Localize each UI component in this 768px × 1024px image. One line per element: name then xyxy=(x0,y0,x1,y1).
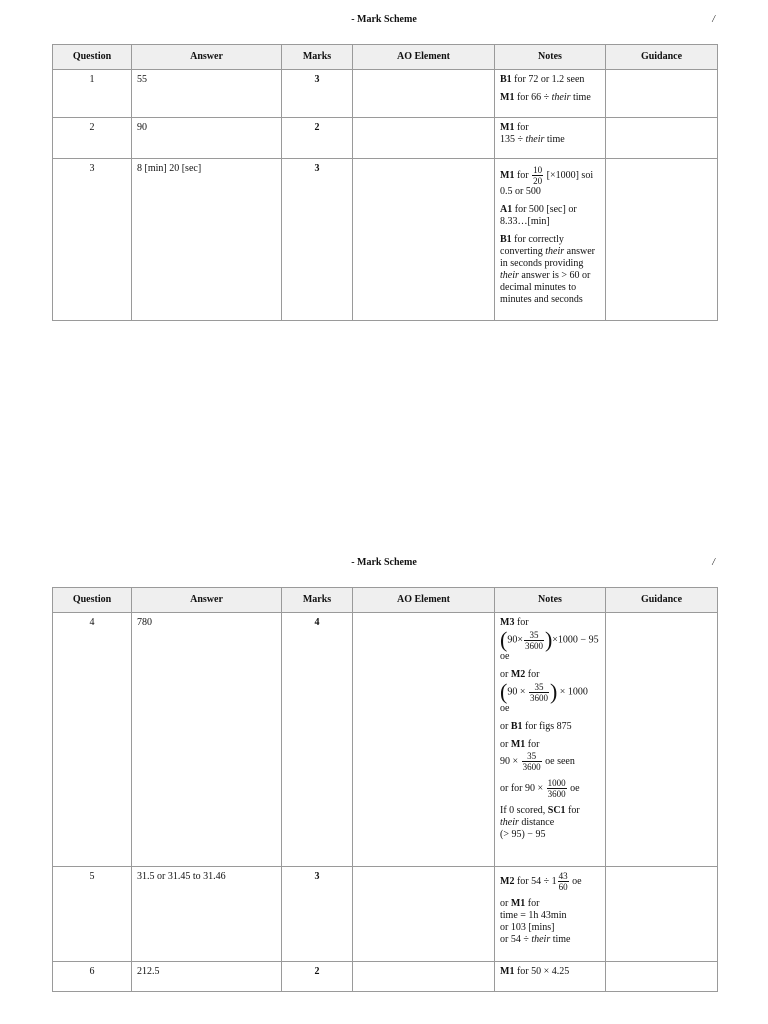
notes-cell xyxy=(495,70,606,118)
note-text: for xyxy=(565,805,580,816)
note-text: for xyxy=(514,169,532,181)
mark-code: M1 xyxy=(510,739,526,750)
right-paren: ) xyxy=(549,679,558,704)
ao-element-cell xyxy=(353,118,495,159)
note-line xyxy=(500,234,600,246)
fraction xyxy=(532,165,543,186)
answer-cell: 31.5 or 31.45 to 31.46 xyxy=(132,867,282,962)
note-text: 135 ÷ xyxy=(500,134,526,145)
note-text: for 50 × 4.25 xyxy=(514,966,570,977)
fraction-numerator: 35 xyxy=(529,682,549,693)
page-header-mark: / xyxy=(712,557,715,568)
note-italic: their xyxy=(500,270,519,281)
math-expression xyxy=(500,778,600,799)
column-header-notes: Notes xyxy=(495,588,606,613)
ao-element-cell xyxy=(353,159,495,321)
fraction xyxy=(547,778,567,799)
question-number: 3 xyxy=(53,159,132,321)
note-text: or xyxy=(500,739,511,750)
mark-code: A1 xyxy=(500,204,513,215)
table-header-row xyxy=(53,45,718,70)
note-text: for 66 ÷ xyxy=(514,92,552,103)
note-text: If 0 scored, xyxy=(500,805,548,816)
note-text: [×1000] soi xyxy=(544,169,594,181)
expr-text: × 1000 xyxy=(557,686,588,698)
note-line xyxy=(500,898,600,910)
column-header-ao-element: AO Element xyxy=(353,588,495,613)
answer-cell: 780 xyxy=(132,613,282,867)
fraction-denominator: 60 xyxy=(558,882,568,892)
guidance-cell xyxy=(606,867,718,962)
marks-cell: 2 xyxy=(282,118,353,159)
fraction-numerator: 10 xyxy=(533,165,543,175)
fraction-numerator: 35 xyxy=(524,630,544,641)
math-expression xyxy=(500,629,600,651)
mark-code: M1 xyxy=(500,122,515,133)
guidance-cell xyxy=(606,70,718,118)
right-paren: ) xyxy=(544,627,553,652)
expr-text: 90 × xyxy=(507,686,528,698)
note-text: for xyxy=(525,669,540,680)
fraction-denominator: 3600 xyxy=(522,762,541,772)
table-header-row xyxy=(53,588,718,613)
note-line xyxy=(500,966,600,978)
notes-cell xyxy=(495,613,606,867)
column-header-marks: Marks xyxy=(282,45,353,70)
mark-code: M1 xyxy=(510,898,526,909)
notes-cell xyxy=(495,118,606,159)
question-number: 5 xyxy=(53,867,132,962)
fraction-denominator: 3600 xyxy=(524,640,543,651)
answer-cell: 90 xyxy=(132,118,282,159)
note-text: or xyxy=(500,898,511,909)
note-text: converting xyxy=(500,246,546,257)
note-line xyxy=(500,165,600,186)
expr-text: oe xyxy=(567,782,580,794)
note-line xyxy=(500,294,600,306)
column-header-ao-element: AO Element xyxy=(353,45,495,70)
note-text: or xyxy=(500,669,511,680)
note-text: for xyxy=(525,898,540,909)
note-text: time xyxy=(570,92,591,103)
question-number: 1 xyxy=(53,70,132,118)
note-line xyxy=(500,805,600,817)
column-header-guidance: Guidance xyxy=(606,588,718,613)
page-header xyxy=(0,14,768,28)
page-header xyxy=(0,557,768,571)
note-line xyxy=(500,817,600,829)
expr-text: 90 × xyxy=(500,755,521,767)
note-text: (> 95) − 95 xyxy=(500,829,546,840)
note-line xyxy=(500,910,600,922)
table-row xyxy=(53,118,718,159)
fraction-numerator: 43 xyxy=(558,871,568,881)
column-header-guidance: Guidance xyxy=(606,45,718,70)
note-line xyxy=(500,703,600,715)
note-line xyxy=(500,282,600,294)
note-line xyxy=(500,922,600,934)
note-text: for xyxy=(514,122,529,133)
ao-element-cell xyxy=(353,70,495,118)
answer-cell: 212.5 xyxy=(132,962,282,992)
marks-cell: 3 xyxy=(282,867,353,962)
fraction xyxy=(524,630,544,651)
note-text: or xyxy=(500,721,511,732)
mark-code: M2 xyxy=(510,669,526,680)
question-number: 2 xyxy=(53,118,132,159)
note-text: for 500 [sec] or xyxy=(512,204,577,215)
note-text: time = 1h 43min xyxy=(500,910,567,921)
note-text: distance xyxy=(518,817,555,828)
question-number: 4 xyxy=(53,613,132,867)
column-header-notes: Notes xyxy=(495,45,606,70)
note-text: for correctly xyxy=(511,234,564,245)
expr-text: or for 90 × xyxy=(500,782,546,794)
table-row xyxy=(53,159,718,321)
mark-code: M2 xyxy=(500,875,515,887)
note-line xyxy=(500,934,600,946)
note-line xyxy=(500,651,600,663)
answer-cell: 8 [min] 20 [sec] xyxy=(132,159,282,321)
note-line xyxy=(500,270,600,282)
column-header-question: Question xyxy=(53,45,132,70)
note-italic: their xyxy=(531,934,551,945)
page-title: - Mark Scheme xyxy=(351,557,417,568)
note-text: for xyxy=(525,739,540,750)
note-text: answer xyxy=(564,246,595,257)
table-row xyxy=(53,70,718,118)
table-row xyxy=(53,613,718,867)
column-header-question: Question xyxy=(53,588,132,613)
guidance-cell xyxy=(606,962,718,992)
ao-element-cell xyxy=(353,613,495,867)
mark-code: B1 xyxy=(500,74,512,85)
mark-code: M3 xyxy=(500,617,515,628)
note-text: oe xyxy=(500,703,510,714)
math-expression xyxy=(500,751,600,772)
note-line xyxy=(500,122,600,134)
note-line xyxy=(500,204,600,216)
note-line xyxy=(500,739,600,751)
mark-code: B1 xyxy=(500,234,512,245)
fraction xyxy=(558,871,569,892)
column-header-answer: Answer xyxy=(132,588,282,613)
mark-code: SC1 xyxy=(547,805,566,816)
fraction-numerator: 1000 xyxy=(547,778,566,788)
marks-cell: 2 xyxy=(282,962,353,992)
fraction-numerator: 35 xyxy=(522,751,542,762)
note-line xyxy=(500,74,600,86)
note-text: for xyxy=(514,617,529,628)
note-line xyxy=(500,871,600,892)
guidance-cell xyxy=(606,159,718,321)
fraction-denominator: 3600 xyxy=(547,789,566,799)
note-text: time xyxy=(544,134,565,145)
marks-cell: 4 xyxy=(282,613,353,867)
fraction xyxy=(522,751,542,772)
note-line xyxy=(500,186,600,198)
page-header-mark: / xyxy=(712,14,715,25)
notes-cell xyxy=(495,962,606,992)
note-text: time xyxy=(550,934,571,945)
note-italic: their xyxy=(551,92,571,103)
ao-element-cell xyxy=(353,867,495,962)
note-italic: their xyxy=(545,246,565,257)
note-line xyxy=(500,258,600,270)
mark-code: M1 xyxy=(500,169,515,181)
notes-cell xyxy=(495,867,606,962)
answer-cell: 55 xyxy=(132,70,282,118)
mark-scheme-table xyxy=(52,44,718,321)
note-text: for figs 875 xyxy=(522,721,572,732)
question-number: 6 xyxy=(53,962,132,992)
note-text: for 72 or 1.2 seen xyxy=(511,74,585,85)
note-text: or 54 ÷ xyxy=(500,934,532,945)
column-header-marks: Marks xyxy=(282,588,353,613)
fraction xyxy=(529,682,549,703)
note-line xyxy=(500,246,600,258)
fraction-denominator: 20 xyxy=(533,176,543,186)
guidance-cell xyxy=(606,613,718,867)
note-text: for 54 ÷ 1 xyxy=(514,875,557,887)
note-italic: their xyxy=(525,134,545,145)
mark-code: M1 xyxy=(500,92,515,103)
column-header-answer: Answer xyxy=(132,45,282,70)
expr-text: oe seen xyxy=(542,755,575,767)
note-italic: their xyxy=(500,817,519,828)
note-text: oe xyxy=(500,651,510,662)
note-text: 8.33…[min] xyxy=(500,216,550,227)
note-line xyxy=(500,829,600,841)
mark-code: B1 xyxy=(510,721,523,732)
table-row xyxy=(53,867,718,962)
note-text: oe xyxy=(569,875,582,887)
page-title: - Mark Scheme xyxy=(351,14,417,25)
note-line xyxy=(500,134,600,146)
marks-cell: 3 xyxy=(282,159,353,321)
note-text: decimal minutes to xyxy=(500,282,577,293)
ao-element-cell xyxy=(353,962,495,992)
note-line xyxy=(500,721,600,733)
note-text: answer is > 60 or xyxy=(518,270,591,281)
left-paren: ( xyxy=(500,627,508,652)
expr-text: 90× xyxy=(507,634,523,646)
mark-scheme-table xyxy=(52,587,718,992)
marks-cell: 3 xyxy=(282,70,353,118)
expr-text: ×1000 − 95 xyxy=(552,634,599,646)
left-paren: ( xyxy=(500,679,508,704)
note-text: in seconds providing xyxy=(500,258,584,269)
mark-code: M1 xyxy=(500,966,515,977)
note-line xyxy=(500,216,600,228)
math-expression xyxy=(500,681,600,703)
notes-cell xyxy=(495,159,606,321)
guidance-cell xyxy=(606,118,718,159)
note-text: 0.5 or 500 xyxy=(500,186,541,197)
note-text: or 103 [mins] xyxy=(500,922,555,933)
note-text: minutes and seconds xyxy=(500,294,583,305)
table-row xyxy=(53,962,718,992)
note-line xyxy=(500,92,600,104)
fraction-denominator: 3600 xyxy=(529,692,548,703)
